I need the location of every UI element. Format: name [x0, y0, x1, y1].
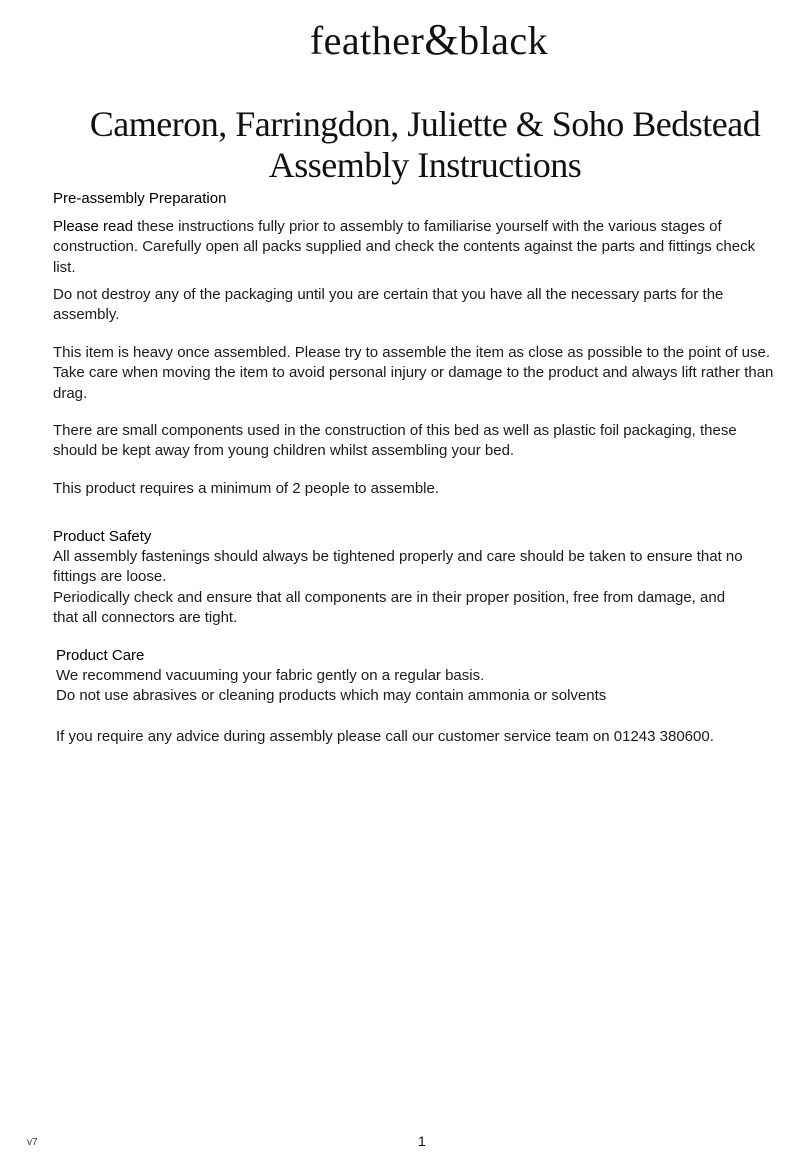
pre-assembly-paragraph-5: This product requires a minimum of 2 people to assemble. [53, 480, 440, 497]
product-care-line-1: We recommend vacuuming your fabric gently on a regular basis. [56, 667, 485, 684]
page-title [80, 104, 770, 186]
product-safety-line-2: Periodically check and ensure that all components are in their proper position, free from damage, and that all connectors are tight. [53, 589, 726, 627]
version-label: v7 [27, 1137, 38, 1148]
brand-name-part2: black [459, 18, 549, 63]
pre-assembly-paragraph-3: This item is heavy once assembled. Please try to assemble the item as close as possible to the point of use. Take care when moving the item to avoid personal injury or damage to the product and always lift rather than drag. [53, 344, 774, 402]
pre-assembly-paragraph-1-text: these instructions fully prior to assembly to familiarise yourself with the various stages of construction. Carefully open all packs supplied and check the contents against the parts and fittings check list. [53, 218, 756, 276]
product-safety-line-1: All assembly fastenings should always be tightened properly and care should be taken to ensure that no fittings are loose. [53, 548, 743, 586]
brand-ampersand: & [424, 15, 460, 64]
title-line-1: Cameron, Farringdon, Juliette & Soho Bedstead [89, 104, 761, 144]
pre-assembly-paragraph-4: There are small components used in the construction of this bed as well as plastic foil packaging, these should be kept away from young children whilst assembling your bed. [53, 422, 737, 460]
pre-assembly-heading: Pre-assembly Preparation [53, 190, 227, 207]
product-care-line-2: Do not use abrasives or cleaning products which may contain ammonia or solvents [56, 687, 607, 704]
brand-name-part1: feather [309, 18, 425, 63]
advice-contact-line: If you require any advice during assembly please call our customer service team on 01243 380600. [56, 728, 714, 745]
page-number: 1 [418, 1133, 426, 1149]
product-safety-heading: Product Safety [53, 528, 152, 545]
pre-assembly-paragraph-1 [53, 217, 765, 278]
brand-logo [0, 14, 808, 65]
title-line-2: Assembly Instructions [268, 145, 582, 185]
product-care-heading: Product Care [56, 647, 145, 664]
pre-assembly-paragraph-2: Do not destroy any of the packaging until you are certain that you have all the necessary parts for the assembly. [53, 286, 724, 324]
please-read-lead: Please read [53, 218, 134, 235]
